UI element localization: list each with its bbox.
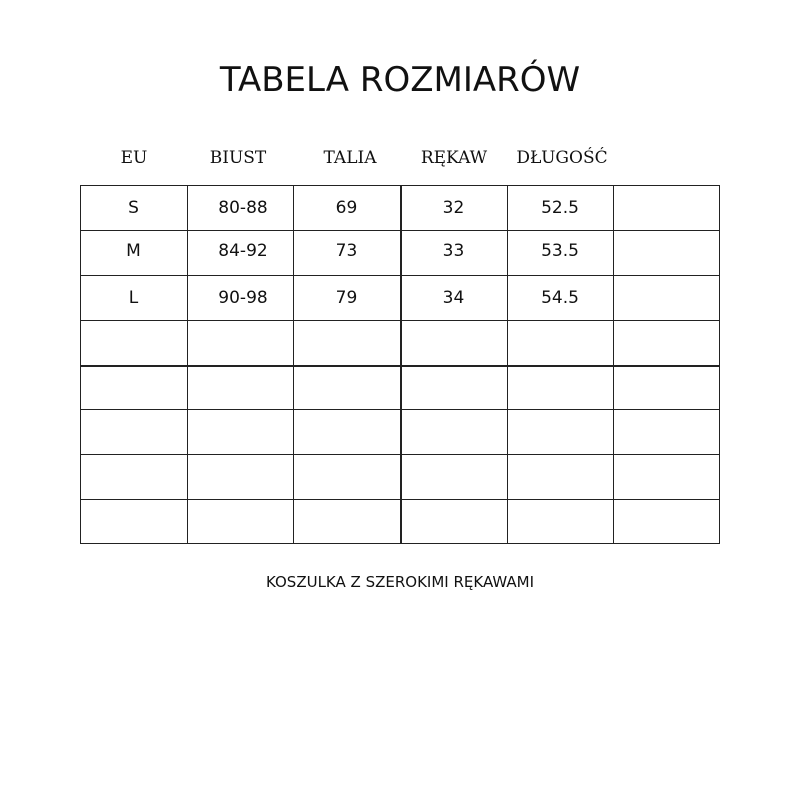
table-column-line — [719, 185, 720, 544]
table-cell-talia: 69 — [335, 198, 358, 218]
table-column-line — [293, 185, 294, 544]
table-cell-eu: M — [126, 241, 141, 261]
table-cell-rekaw: 33 — [442, 241, 465, 261]
table-cell-dlugosc: 52.5 — [541, 198, 579, 218]
column-headers — [0, 146, 800, 172]
table-cell-rekaw: 32 — [442, 198, 465, 218]
table-cell-eu: L — [128, 288, 139, 308]
page-title: TABELA ROZMIARÓW — [219, 60, 581, 100]
table-cell-dlugosc: 53.5 — [541, 241, 579, 261]
table-column-line — [187, 185, 188, 544]
product-caption: KOSZULKA Z SZEROKIMI RĘKAWAMI — [265, 573, 535, 591]
table-cell-biust: 80-88 — [218, 198, 268, 218]
table-column-line — [507, 185, 508, 544]
table-cell-biust: 90-98 — [218, 288, 268, 308]
header-talia: TALIA — [323, 148, 377, 168]
table-column-line — [613, 185, 614, 544]
size-table — [80, 185, 720, 544]
table-cell-rekaw: 34 — [442, 288, 465, 308]
header-biust: BIUST — [209, 148, 267, 168]
table-cell-biust: 84-92 — [218, 241, 268, 261]
table-cell-talia: 73 — [335, 241, 358, 261]
header-eu: EU — [120, 148, 148, 168]
table-cell-eu: S — [128, 198, 139, 218]
table-cell-talia: 79 — [335, 288, 358, 308]
table-column-line — [80, 185, 81, 544]
header-rekaw: RĘKAW — [420, 148, 488, 168]
header-dlugosc: DŁUGOŚĆ — [516, 148, 608, 168]
table-column-line — [400, 185, 402, 544]
table-cell-dlugosc: 54.5 — [541, 288, 579, 308]
